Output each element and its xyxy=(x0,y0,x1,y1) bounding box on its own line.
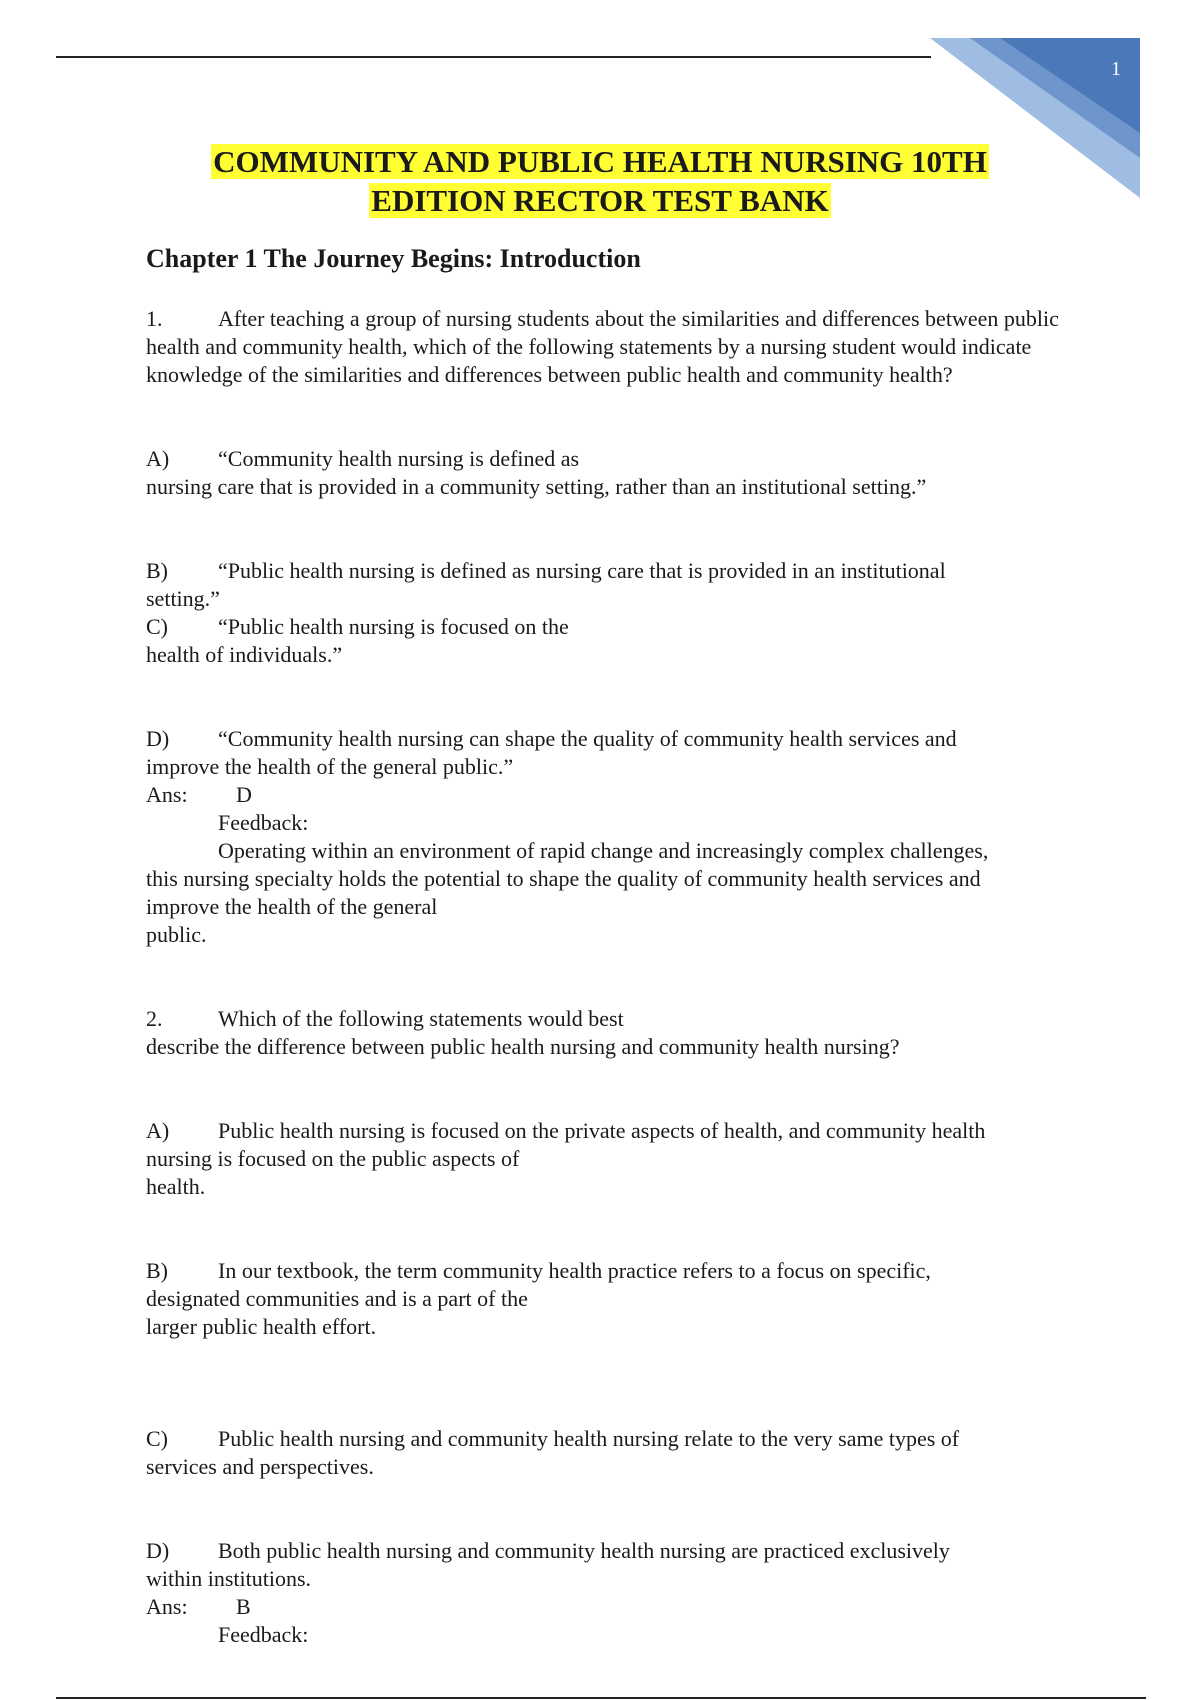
q2-c-rest: services and perspectives. xyxy=(146,1454,374,1479)
q1-d-first: “Community health nursing can shape the quality of community health services and xyxy=(218,726,957,751)
q1-feedback-line2: this nursing specialty holds the potential to shape the quality of community health services and xyxy=(146,866,981,891)
test-content xyxy=(146,305,1076,1649)
q1-option-a xyxy=(146,445,1076,501)
q1-b-rest: setting.” xyxy=(146,586,220,611)
q1-feedback-first: Operating within an environment of rapid change and increasingly complex challenges, xyxy=(218,838,989,863)
q1-b-label: B) xyxy=(146,558,168,583)
q2-a-label: A) xyxy=(146,1118,170,1143)
q2-c-label: C) xyxy=(146,1426,168,1451)
q1-stem-rest: public health and community health, which of the following statements by a nursing student would indicate knowledge of the similarities and differences between public health and community health? xyxy=(146,306,1059,387)
q2-b-line3: larger public health effort. xyxy=(146,1314,377,1339)
q1-c-rest: health of individuals.” xyxy=(146,642,343,667)
q1-a-first: “Community health nursing is defined as xyxy=(218,446,580,471)
q2-a-line2: nursing is focused on the public aspects of xyxy=(146,1146,520,1171)
q1-feedback-label: Feedback: xyxy=(218,810,309,835)
q1-feedback-text xyxy=(146,837,1076,949)
q2-option-a xyxy=(146,1117,1076,1201)
q2-b-first: In our textbook, the term community health practice refers to a focus on specific, xyxy=(218,1258,931,1283)
document-title xyxy=(0,142,1200,220)
q2-stem-first: Which of the following statements would best xyxy=(218,1006,624,1031)
q1-option-b xyxy=(146,557,1076,613)
q2-option-d xyxy=(146,1537,1076,1593)
q1-stem xyxy=(146,305,1076,389)
page-number: 1 xyxy=(1111,58,1121,80)
q1-number: 1. xyxy=(146,306,163,331)
q2-ans-value: B xyxy=(236,1594,251,1619)
q1-a-rest: nursing care that is provided in a community setting, rather than an institutional setting.” xyxy=(146,474,927,499)
q2-stem xyxy=(146,1005,1076,1061)
title-line-1: COMMUNITY AND PUBLIC HEALTH NURSING 10TH xyxy=(213,144,987,179)
q1-c-first: “Public health nursing is focused on the xyxy=(218,614,569,639)
q2-option-b xyxy=(146,1257,1076,1341)
q2-ans-label: Ans: xyxy=(146,1594,188,1619)
q2-b-line2: designated communities and is a part of the xyxy=(146,1286,528,1311)
q2-a-first: Public health nursing is focused on the private aspects of health, and community health xyxy=(218,1118,986,1143)
q2-d-rest: within institutions. xyxy=(146,1566,312,1591)
title-line-2: EDITION RECTOR TEST BANK xyxy=(371,183,829,218)
q1-option-d xyxy=(146,725,1076,781)
chapter-heading: Chapter 1 The Journey Begins: Introduction xyxy=(146,244,641,273)
q2-d-label: D) xyxy=(146,1538,170,1563)
q2-d-first: Both public health nursing and community health nursing are practiced exclusively xyxy=(218,1538,950,1563)
q1-feedback-line3: improve the health of the general xyxy=(146,894,438,919)
q2-option-c xyxy=(146,1425,1076,1481)
header-rule xyxy=(56,56,931,58)
q2-number: 2. xyxy=(146,1006,163,1031)
q1-feedback-line4: public. xyxy=(146,922,207,947)
q2-b-label: B) xyxy=(146,1258,168,1283)
q1-stem-first: After teaching a group of nursing students about the similarities and differences between xyxy=(218,306,999,331)
footer-rule xyxy=(56,1697,1146,1699)
q1-c-label: C) xyxy=(146,614,168,639)
q1-d-label: D) xyxy=(146,726,170,751)
q1-ans-value: D xyxy=(236,782,252,807)
q2-feedback-label: Feedback: xyxy=(218,1622,309,1647)
q2-c-first: Public health nursing and community health nursing relate to the very same types of xyxy=(218,1426,960,1451)
q1-answer xyxy=(146,781,1076,809)
q2-stem-rest: describe the difference between public health nursing and community health nursing? xyxy=(146,1034,900,1059)
q2-a-line3: health. xyxy=(146,1174,206,1199)
q2-answer xyxy=(146,1593,1076,1621)
q1-ans-label: Ans: xyxy=(146,782,188,807)
q1-b-first: “Public health nursing is defined as nursing care that is provided in an institutional xyxy=(218,558,946,583)
q1-a-label: A) xyxy=(146,446,170,471)
q1-option-c xyxy=(146,613,1076,669)
q1-d-rest: improve the health of the general public.” xyxy=(146,754,514,779)
